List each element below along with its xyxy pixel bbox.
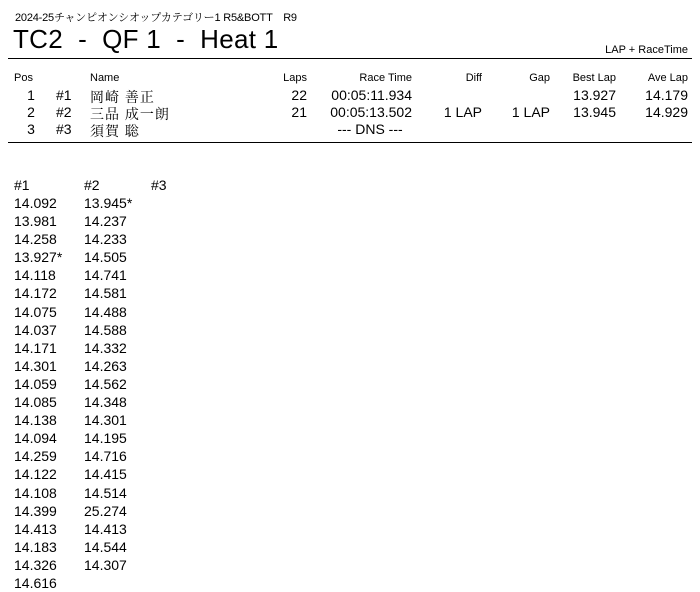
row-driver-name: 三品 成一朗 xyxy=(90,106,170,122)
subtitle: 2024-25チャンピオンシオップカテゴリー1 R5&BOTT R9 xyxy=(15,12,297,24)
row-ave-lap: 14.179 xyxy=(645,87,688,103)
lap-column-header: #1 xyxy=(14,177,30,193)
lap-time-cell: 14.237 xyxy=(84,213,127,230)
lap-time-cell: 14.415 xyxy=(84,466,127,483)
lap-time-cell: 14.588 xyxy=(84,321,127,338)
lap-time-cell: 14.741 xyxy=(84,267,127,284)
lap-time-cell: 14.301 xyxy=(14,357,57,374)
lap-time-cell: 25.274 xyxy=(84,502,127,519)
row-laps: 22 xyxy=(291,87,307,103)
row-ave-lap: 14.929 xyxy=(645,104,688,120)
lap-time-cell: 13.927* xyxy=(14,249,63,266)
col-pos: Pos xyxy=(14,72,33,84)
lap-time-cell: 14.171 xyxy=(14,339,57,356)
col-ave-lap: Ave Lap xyxy=(647,72,688,84)
lap-time-cell: 14.413 xyxy=(14,520,57,537)
lap-time-cell: 13.981 xyxy=(14,213,57,230)
lap-time-cell: 14.138 xyxy=(14,412,57,429)
lap-column-1 xyxy=(14,176,62,592)
lap-time-cell: 14.326 xyxy=(14,556,57,573)
lap-time-cell: 14.514 xyxy=(84,484,127,501)
lap-time-cell: 14.562 xyxy=(84,375,127,392)
row-laps: 21 xyxy=(291,104,307,120)
divider-top xyxy=(8,58,692,59)
row-status: --- DNS --- xyxy=(337,121,403,137)
lap-time-cell: 14.233 xyxy=(84,231,127,248)
row-driver-name: 岡崎 善正 xyxy=(90,89,155,105)
lap-time-cell: 14.581 xyxy=(84,285,127,302)
lap-time-cell: 14.094 xyxy=(14,430,57,447)
lap-column-3 xyxy=(151,176,167,194)
lap-time-cell: 14.332 xyxy=(84,339,127,356)
col-gap: Gap xyxy=(529,72,550,84)
lap-time-cell: 14.307 xyxy=(84,556,127,573)
table-row xyxy=(0,87,700,104)
lap-time-cell: 14.399 xyxy=(14,502,57,519)
lap-time-cell: 14.544 xyxy=(84,538,127,555)
lap-time-cell: 14.059 xyxy=(14,375,57,392)
page-title: TC2 - QF 1 - Heat 1 xyxy=(13,24,279,54)
row-pos: 2 xyxy=(27,104,35,120)
row-driver-name: 須賀 聡 xyxy=(90,123,140,139)
row-pos: 3 xyxy=(27,121,35,137)
row-race-time: 00:05:13.502 xyxy=(330,104,412,120)
col-diff: Diff xyxy=(465,72,482,84)
row-number: #2 xyxy=(56,104,72,120)
divider-bottom xyxy=(8,142,692,143)
report-mode: LAP + RaceTime xyxy=(605,44,688,56)
lap-time-cell: 14.348 xyxy=(84,394,127,411)
lap-time-cell: 14.092 xyxy=(14,195,57,211)
lap-time-cell: 14.172 xyxy=(14,285,57,302)
lap-time-cell: 14.195 xyxy=(84,430,127,447)
lap-time-cell: 14.183 xyxy=(14,538,57,555)
row-race-time: 00:05:11.934 xyxy=(331,87,412,103)
lap-time-cell: 14.259 xyxy=(14,448,57,465)
lap-time-cell: 13.945* xyxy=(84,195,133,211)
lap-time-cell: 14.616 xyxy=(14,574,57,591)
lap-time-cell: 14.258 xyxy=(14,231,57,248)
lap-time-cell: 14.118 xyxy=(14,267,56,284)
row-number: #3 xyxy=(56,121,72,137)
lap-time-cell: 14.413 xyxy=(84,520,127,537)
lap-time-cell: 14.122 xyxy=(14,466,57,483)
col-laps: Laps xyxy=(283,72,307,84)
table-row xyxy=(0,104,700,121)
lap-time-cell: 14.505 xyxy=(84,249,127,266)
lap-column-header: #3 xyxy=(151,177,167,193)
lap-column-2 xyxy=(84,176,132,574)
col-race-time: Race Time xyxy=(359,72,412,84)
row-best-lap: 13.945 xyxy=(573,104,616,120)
lap-time-cell: 14.301 xyxy=(84,412,127,429)
lap-time-cell: 14.263 xyxy=(84,357,127,374)
row-number: #1 xyxy=(56,87,72,103)
row-best-lap: 13.927 xyxy=(573,87,616,103)
lap-column-header: #2 xyxy=(84,177,100,193)
lap-time-cell: 14.716 xyxy=(84,448,127,465)
lap-time-cell: 14.488 xyxy=(84,303,127,320)
col-name: Name xyxy=(90,72,120,84)
lap-time-cell: 14.108 xyxy=(14,484,57,501)
results-header xyxy=(0,72,700,86)
row-gap: 1 LAP xyxy=(511,104,550,120)
lap-time-cell: 14.037 xyxy=(14,321,57,338)
lap-time-cell: 14.085 xyxy=(14,394,57,411)
row-diff: 1 LAP xyxy=(443,104,482,120)
table-row xyxy=(0,121,700,138)
col-best-lap: Best Lap xyxy=(572,72,616,84)
row-pos: 1 xyxy=(27,87,35,103)
lap-time-cell: 14.075 xyxy=(14,303,57,320)
